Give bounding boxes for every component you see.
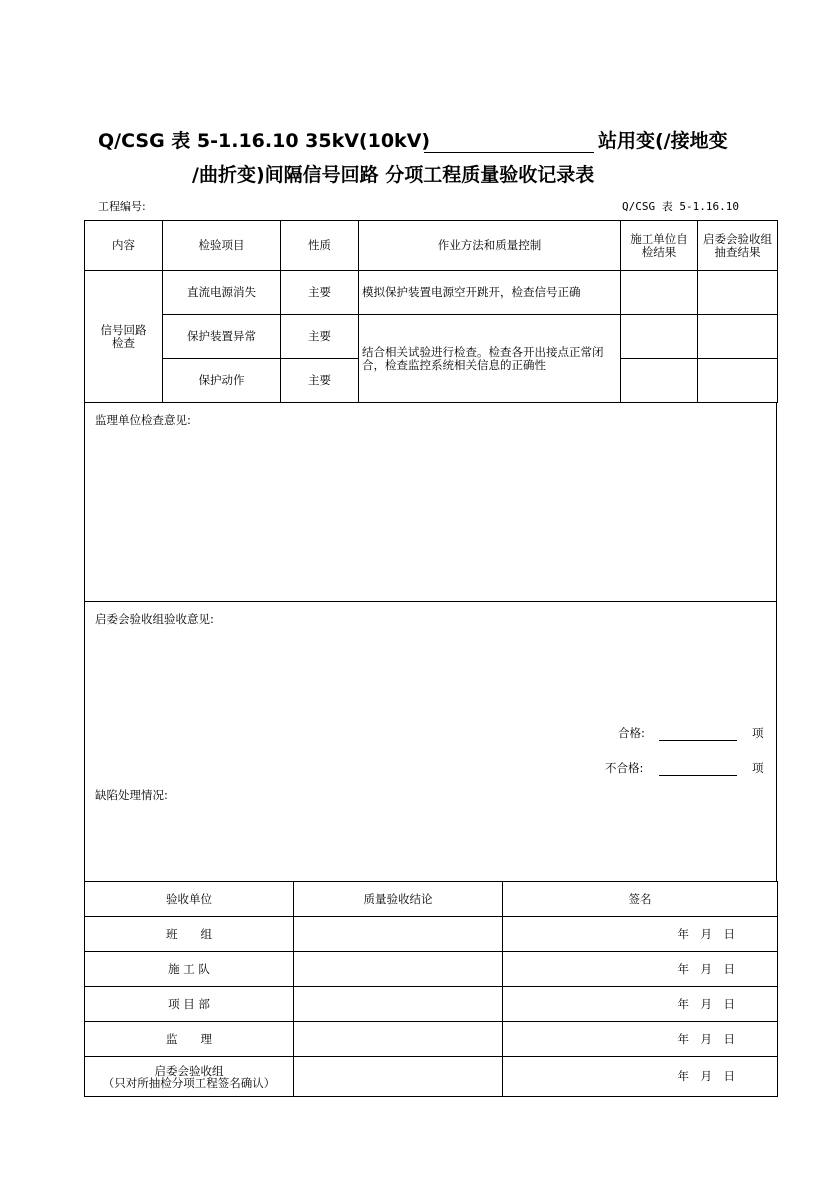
unit-cell: 启委会验收组 （只对所抽检分项工程签名确认） [85, 1057, 294, 1097]
defect-label: 缺陷处理情况: [95, 788, 168, 802]
date-cell[interactable]: 年 月 日 [503, 1057, 778, 1097]
item-cell: 直流电源消失 [163, 271, 281, 315]
self-check-cell[interactable] [621, 271, 698, 315]
header-item: 检验项目 [163, 221, 281, 271]
unit-cell: 班 组 [85, 917, 294, 952]
self-check-cell[interactable] [621, 359, 698, 403]
self-check-cell[interactable] [621, 315, 698, 359]
signature-table [84, 881, 778, 1097]
method-cell: 模拟保护装置电源空开跳开，检查信号正确 [359, 271, 621, 315]
pass-label: 合格: [618, 726, 645, 740]
header-conclusion: 质量验收结论 [294, 882, 503, 917]
project-no-label: 工程编号: [98, 200, 146, 213]
header-method: 作业方法和质量控制 [359, 221, 621, 271]
nature-cell: 主要 [281, 315, 359, 359]
title-line2: /曲折变)间隔信号回路 分项工程质量验收记录表 [192, 164, 595, 186]
item-cell: 保护装置异常 [163, 315, 281, 359]
unit-cell: 施 工 队 [85, 952, 294, 987]
pass-unit: 项 [752, 726, 764, 740]
conclusion-cell[interactable] [294, 952, 503, 987]
header-content: 内容 [85, 221, 163, 271]
table-row [85, 987, 778, 1022]
fail-unit: 项 [752, 761, 764, 775]
header-self-check: 施工单位自检结果 [621, 221, 698, 271]
title-blank-field[interactable] [424, 152, 594, 153]
table-row [85, 952, 778, 987]
committee-opinion-box[interactable] [84, 601, 777, 882]
conclusion-cell[interactable] [294, 1057, 503, 1097]
unit-cell: 监 理 [85, 1022, 294, 1057]
date-cell[interactable]: 年 月 日 [503, 987, 778, 1022]
title-line1-right: 站用变(/接地变 [598, 130, 728, 152]
supervision-label: 监理单位检查意见: [95, 413, 191, 427]
conclusion-cell[interactable] [294, 987, 503, 1022]
table-row [85, 917, 778, 952]
conclusion-cell[interactable] [294, 1022, 503, 1057]
header-committee-check: 启委会验收组抽查结果 [698, 221, 778, 271]
form-code: Q/CSG 表 5-1.16.10 [622, 200, 739, 213]
item-cell: 保护动作 [163, 359, 281, 403]
date-cell[interactable]: 年 月 日 [503, 952, 778, 987]
date-cell[interactable]: 年 月 日 [503, 917, 778, 952]
header-nature: 性质 [281, 221, 359, 271]
table-row [85, 315, 778, 359]
date-cell[interactable]: 年 月 日 [503, 1022, 778, 1057]
supervision-opinion-box[interactable] [84, 402, 777, 602]
table-row [85, 271, 778, 315]
conclusion-cell[interactable] [294, 917, 503, 952]
nature-cell: 主要 [281, 359, 359, 403]
header-signature: 签名 [503, 882, 778, 917]
committee-check-cell[interactable] [698, 271, 778, 315]
content-cell: 信号回路检查 [85, 271, 163, 403]
table-row [85, 1057, 778, 1097]
header-unit: 验收单位 [85, 882, 294, 917]
fail-label: 不合格: [605, 761, 644, 775]
nature-cell: 主要 [281, 271, 359, 315]
committee-check-cell[interactable] [698, 315, 778, 359]
title-line1-left: Q/CSG 表 5-1.16.10 35kV(10kV) [98, 130, 431, 152]
fail-count-field[interactable] [659, 775, 737, 776]
inspection-table [84, 220, 778, 403]
committee-label: 启委会验收组验收意见: [95, 612, 214, 626]
pass-count-field[interactable] [659, 740, 737, 741]
committee-check-cell[interactable] [698, 359, 778, 403]
table-row [85, 1022, 778, 1057]
unit-cell: 项 目 部 [85, 987, 294, 1022]
method-cell: 结合相关试验进行检查。检查各开出接点正常闭合，检查监控系统相关信息的正确性 [359, 315, 621, 403]
